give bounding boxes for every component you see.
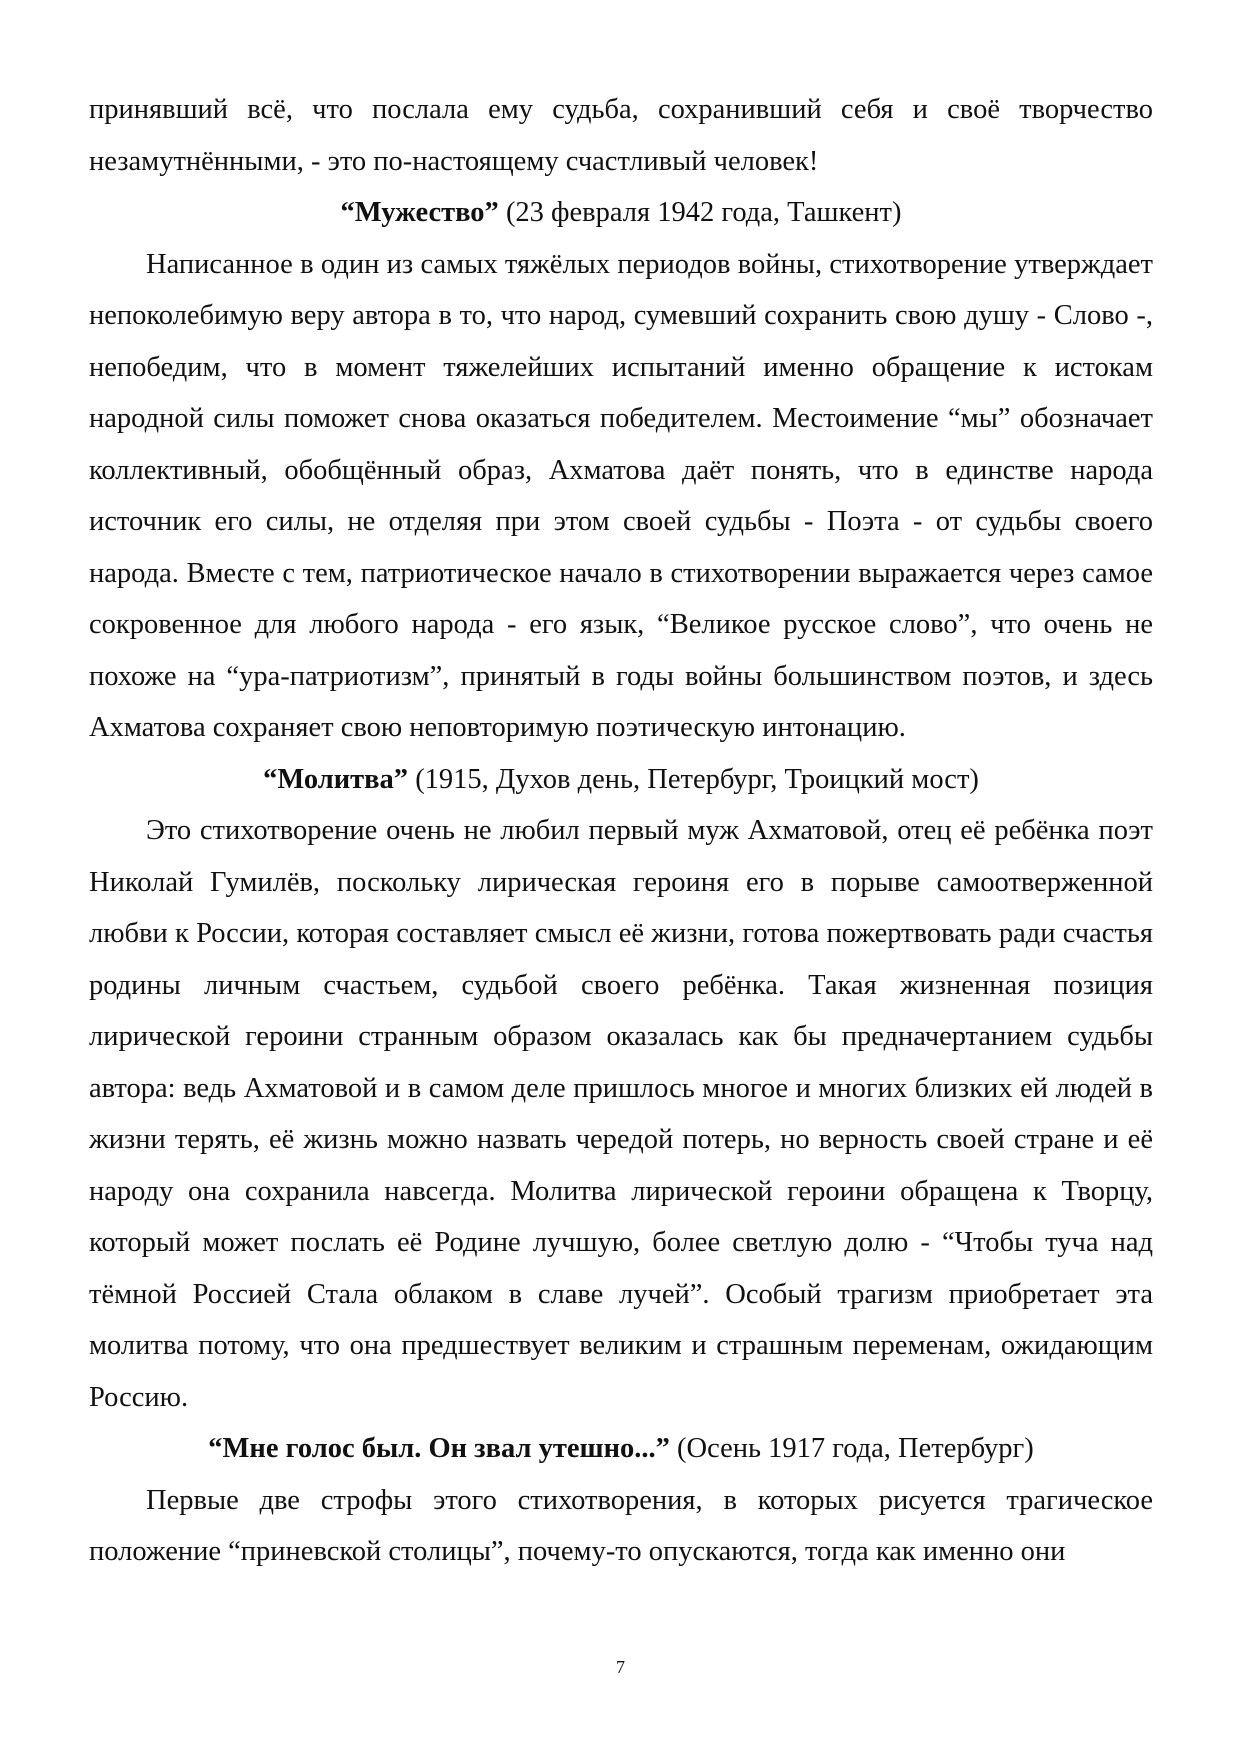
paragraph-3: Это стихотворение очень не любил первый муж Ахматовой, отец её ребёнка поэт Николай Гумилёв, поскольку лирическая героиня его в порыве самоотверженной любви к России, которая составляет смысл её жизни, готова пожертвовать ради счастья родины личным счастьем, судьбой своего ребёнка. Такая жизненная позиция лирической героини странным образом оказалась как бы предначертанием судьбы автора: ведь Ахматовой и в самом деле пришлось многое и многих близких ей людей в жизни терять, её жизнь можно назвать чередой потерь, но верность своей стране и её народу она сохранила навсегда. Молитва лирической героини обращена к Творцу, который может послать её Родине лучшую, более светлую долю - “Чтобы туча над тёмной Россией Стала облаком в славе лучей”. Особый трагизм приобретает эта молитва потому, что она предшествует великим и страшным переменам, ожидающим Россию.: [89, 815, 1153, 1413]
heading-muzhestvo-title: “Мужество”: [340, 197, 499, 228]
heading-molitva: [89, 754, 1153, 806]
heading-muzhestvo: [89, 187, 1153, 239]
paragraph-4: Первые две строфы этого стихотворения, в которых рисуется трагическое положение “приневской столицы”, почему-то опускаются, тогда как именно они: [89, 1484, 1153, 1567]
paragraph-1: принявший всё, что послала ему судьба, сохранивший себя и своё творчество незамутнёнными, - это по-настоящему счастливый человек!: [89, 94, 1153, 177]
document-page: [89, 84, 1153, 1578]
paragraph-2: Написанное в один из самых тяжёлых периодов войны, стихотворение утверждает непоколебимую веру автора в то, что народ, сумевший сохранить свою душу - Слово -, непобедим, что в момент тяжелейших испытаний именно обращение к истокам народной силы поможет снова оказаться победителем. Местоимение “мы” обозначает коллективный, обобщённый образ, Ахматова даёт понять, что в единстве народа источник его силы, не отделяя при этом своей судьбы - Поэта - от судьбы своего народа. Вместе с тем, патриотическое начало в стихотворении выражается через самое сокровенное для любого народа - его язык, “Великое русское слово”, что очень не похоже на “ура-патриотизм”, принятый в годы войны большинством поэтов, и здесь Ахматова сохраняет свою неповторимую поэтическую интонацию.: [89, 248, 1153, 743]
heading-molitva-title: “Молитва”: [263, 763, 409, 795]
heading-golos: [89, 1423, 1153, 1475]
heading-golos-title: “Мне голос был. Он звал утешно...”: [208, 1433, 670, 1464]
heading-golos-note: (Осень 1917 года, Петербург): [677, 1433, 1034, 1464]
page-number: 7: [616, 1657, 625, 1677]
heading-molitva-note: (1915, Духов день, Петербург, Троицкий мост): [415, 763, 979, 795]
heading-muzhestvo-note: (23 февраля 1942 года, Ташкент): [505, 197, 902, 228]
